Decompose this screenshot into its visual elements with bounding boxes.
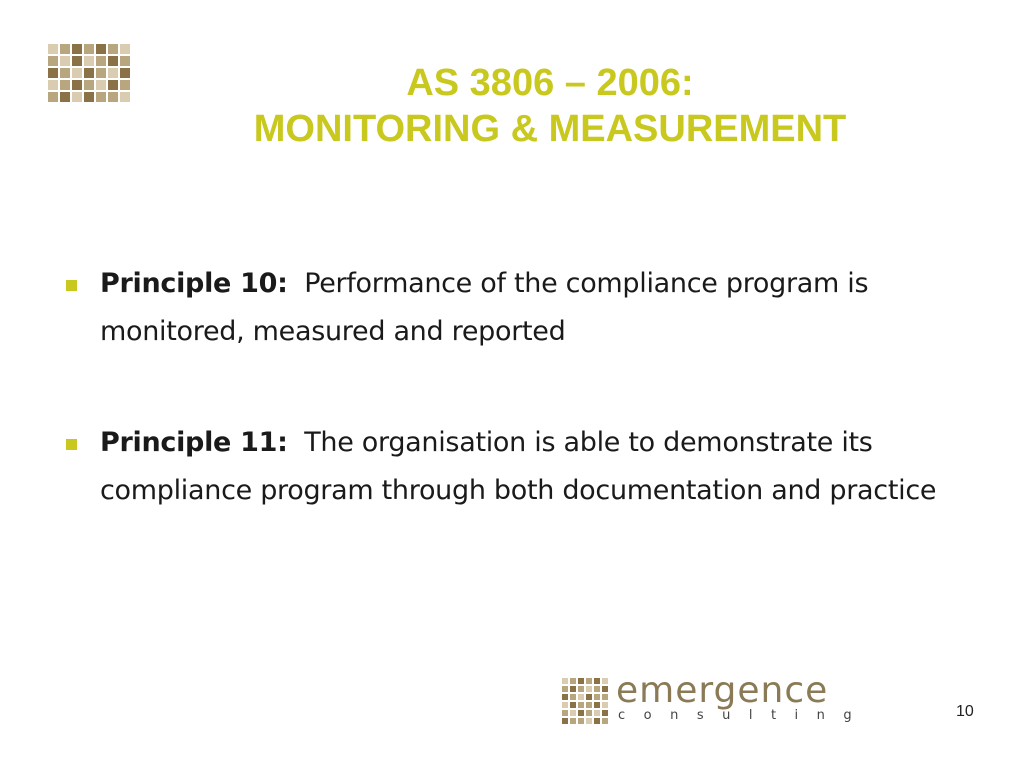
- logo-square: [594, 710, 600, 716]
- logo-square: [562, 694, 568, 700]
- logo-square: [48, 44, 58, 54]
- logo-square: [84, 68, 94, 78]
- logo-square: [84, 80, 94, 90]
- logo-square: [602, 710, 608, 716]
- logo-square: [586, 686, 592, 692]
- logo-square: [578, 710, 584, 716]
- logo-square: [578, 686, 584, 692]
- bullet-item-principle-11: [60, 419, 980, 515]
- logo-square: [84, 56, 94, 66]
- logo-square: [570, 710, 576, 716]
- square-bullet-icon: [66, 280, 77, 291]
- logo-square: [562, 702, 568, 708]
- logo-square: [562, 718, 568, 724]
- logo-square: [586, 702, 592, 708]
- logo-square: [578, 718, 584, 724]
- logo-square: [60, 92, 70, 102]
- square-bullet-icon: [66, 439, 77, 450]
- logo-square: [570, 718, 576, 724]
- logo-square: [570, 686, 576, 692]
- logo-square: [96, 44, 106, 54]
- logo-square: [120, 44, 130, 54]
- logo-square: [60, 68, 70, 78]
- logo-square: [570, 678, 576, 684]
- logo-square: [96, 68, 106, 78]
- title-line-2: MONITORING & MEASUREMENT: [253, 108, 847, 150]
- bullet-text: Performance of the compliance program is monitored, measured and reported: [100, 268, 869, 347]
- title-line-1: AS 3806 – 2006:: [406, 62, 694, 104]
- logo-square: [108, 44, 118, 54]
- slide-title: [110, 60, 990, 152]
- logo-square: [562, 710, 568, 716]
- logo-square: [586, 718, 592, 724]
- logo-square: [72, 80, 82, 90]
- company-name: emergence: [616, 670, 829, 711]
- logo-square: [594, 686, 600, 692]
- bullet-label: Principle 11:: [100, 427, 288, 458]
- logo-square: [602, 678, 608, 684]
- bullet-text: The organisation is able to demonstrate its compliance program through both documentation and practice: [100, 427, 937, 506]
- logo-square: [96, 56, 106, 66]
- page-number: 10: [956, 703, 974, 720]
- logo-square: [594, 678, 600, 684]
- logo-square: [60, 56, 70, 66]
- logo-square: [48, 80, 58, 90]
- logo-square: [578, 702, 584, 708]
- logo-square: [570, 694, 576, 700]
- bullet-list: [60, 260, 980, 515]
- logo-square: [72, 92, 82, 102]
- logo-square: [48, 92, 58, 102]
- bullet-label: Principle 10:: [100, 268, 288, 299]
- logo-square: [602, 702, 608, 708]
- logo-square: [562, 686, 568, 692]
- logo-square: [562, 678, 568, 684]
- logo-square: [586, 710, 592, 716]
- logo-square: [578, 694, 584, 700]
- logo-square: [570, 702, 576, 708]
- logo-square: [84, 92, 94, 102]
- logo-square: [594, 702, 600, 708]
- logo-square: [60, 80, 70, 90]
- logo-square: [96, 92, 106, 102]
- logo-square: [594, 694, 600, 700]
- logo-square: [84, 44, 94, 54]
- logo-square: [48, 56, 58, 66]
- logo-square: [586, 694, 592, 700]
- emergence-consulting-logo: [562, 670, 907, 726]
- bullet-item-principle-10: [60, 260, 980, 356]
- logo-square: [602, 694, 608, 700]
- logo-square: [72, 68, 82, 78]
- logo-square: [60, 44, 70, 54]
- logo-square: [96, 80, 106, 90]
- logo-square: [602, 718, 608, 724]
- logo-square: [602, 686, 608, 692]
- company-tagline: consulting: [618, 708, 871, 723]
- logo-square: [48, 68, 58, 78]
- logo-square: [72, 56, 82, 66]
- grid-squares-logo-icon: [562, 678, 610, 726]
- logo-square: [594, 718, 600, 724]
- logo-square: [72, 44, 82, 54]
- logo-square: [586, 678, 592, 684]
- logo-square: [578, 678, 584, 684]
